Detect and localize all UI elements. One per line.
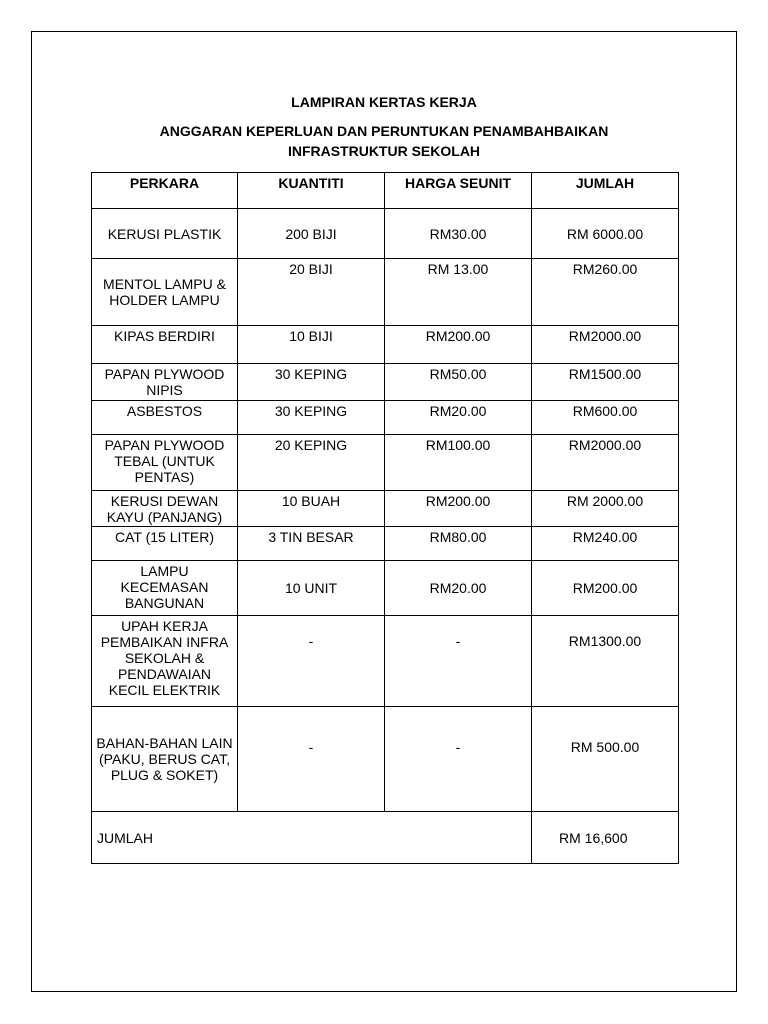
cell-item: LAMPU KECEMASAN BANGUNAN [92, 561, 238, 616]
cell-item: UPAH KERJA PEMBAIKAN INFRA SEKOLAH & PENDAWAIAN KECIL ELEKTRIK [92, 616, 238, 707]
cell-item: KIPAS BERDIRI [92, 326, 238, 364]
total-label: JUMLAH [92, 812, 532, 864]
table-row [92, 561, 679, 616]
cell-item: MENTOL LAMPU & HOLDER LAMPU [92, 259, 238, 326]
cell-unit-price: RM30.00 [385, 209, 532, 259]
budget-table [91, 172, 679, 864]
table-row [92, 527, 679, 561]
table-row [92, 209, 679, 259]
cell-total: RM 2000.00 [532, 491, 679, 527]
cell-qty: 30 KEPING [238, 401, 385, 435]
cell-item: ASBESTOS [92, 401, 238, 435]
cell-total: RM260.00 [532, 259, 679, 326]
cell-total: RM1300.00 [532, 616, 679, 707]
cell-qty: 30 KEPING [238, 364, 385, 401]
cell-item: CAT (15 LITER) [92, 527, 238, 561]
cell-total: RM1500.00 [532, 364, 679, 401]
table-row [92, 259, 679, 326]
cell-unit-price: RM100.00 [385, 435, 532, 491]
cell-unit-price: RM200.00 [385, 326, 532, 364]
cell-unit-price: RM 13.00 [385, 259, 532, 326]
cell-qty: - [238, 616, 385, 707]
table-row [92, 435, 679, 491]
cell-unit-price: RM200.00 [385, 491, 532, 527]
cell-qty: - [238, 707, 385, 812]
table-row [92, 616, 679, 707]
cell-qty: 200 BIJI [238, 209, 385, 259]
table-row [92, 364, 679, 401]
cell-unit-price: RM20.00 [385, 401, 532, 435]
cell-total: RM 6000.00 [532, 209, 679, 259]
cell-total: RM200.00 [532, 561, 679, 616]
cell-qty: 3 TIN BESAR [238, 527, 385, 561]
cell-qty: 10 BUAH [238, 491, 385, 527]
header-jumlah: JUMLAH [532, 173, 679, 209]
attachment-title: LAMPIRAN KERTAS KERJA [291, 94, 477, 110]
cell-item: PAPAN PLYWOOD NIPIS [92, 364, 238, 401]
cell-unit-price: - [385, 707, 532, 812]
header-perkara: PERKARA [92, 173, 238, 209]
cell-qty: 20 BIJI [238, 259, 385, 326]
cell-unit-price: RM80.00 [385, 527, 532, 561]
cell-total: RM 500.00 [532, 707, 679, 812]
cell-item: BAHAN-BAHAN LAIN (PAKU, BERUS CAT, PLUG & SOKET) [92, 707, 238, 812]
budget-subtitle: INFRASTRUKTUR SEKOLAH [287, 143, 481, 159]
table-row [92, 491, 679, 527]
table-total-row [92, 812, 679, 864]
cell-item: KERUSI DEWAN KAYU (PANJANG) [92, 491, 238, 527]
table-header-row [92, 173, 679, 209]
budget-title: ANGGARAN KEPERLUAN DAN PERUNTUKAN PENAMBAHBAIKAN [159, 123, 609, 139]
header-harga-seunit: HARGA SEUNIT [385, 173, 532, 209]
cell-total: RM2000.00 [532, 326, 679, 364]
cell-unit-price: RM50.00 [385, 364, 532, 401]
cell-qty: 10 UNIT [238, 561, 385, 616]
table-row [92, 401, 679, 435]
table-row [92, 707, 679, 812]
cell-unit-price: - [385, 616, 532, 707]
table-row [92, 326, 679, 364]
cell-total: RM240.00 [532, 527, 679, 561]
cell-qty: 20 KEPING [238, 435, 385, 491]
cell-item: KERUSI PLASTIK [92, 209, 238, 259]
cell-item: PAPAN PLYWOOD TEBAL (UNTUK PENTAS) [92, 435, 238, 491]
cell-qty: 10 BIJI [238, 326, 385, 364]
header-kuantiti: KUANTITI [238, 173, 385, 209]
grand-total: RM 16,600 [532, 812, 679, 864]
cell-total: RM600.00 [532, 401, 679, 435]
cell-unit-price: RM20.00 [385, 561, 532, 616]
cell-total: RM2000.00 [532, 435, 679, 491]
